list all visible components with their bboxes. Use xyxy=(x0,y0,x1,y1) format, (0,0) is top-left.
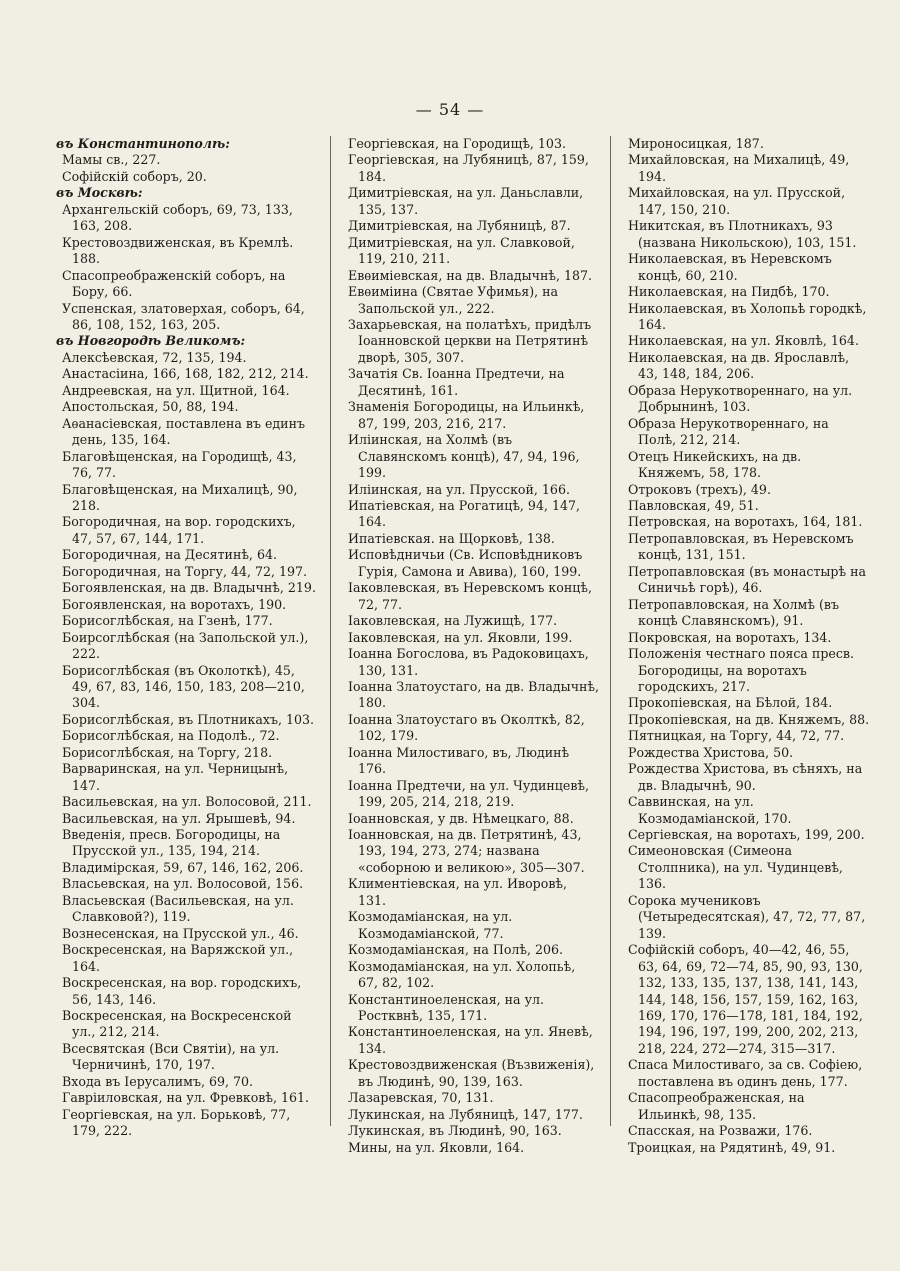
index-entry: Архангельскій соборъ, 69, 73, 133, 163, 208. xyxy=(62,201,293,234)
index-entry: Евѳиміина (Святае Уфимья), на Запольской ул., 222. xyxy=(348,284,559,316)
index-entry: Димитріевская, на ул. Даньславли, 135, 137. xyxy=(348,185,584,217)
index-entry: Воскресенская, на Варяжской ул., 164. xyxy=(62,942,294,974)
index-entry: Петропавловская (въ монастырѣ на Синичьѣ горѣ), 46. xyxy=(628,563,866,596)
section-heading: въ Москвѣ: xyxy=(56,185,143,201)
index-entry: Лукинская, въ Людинѣ, 90, 163. xyxy=(348,1123,562,1139)
index-entry: Богородичная, на вор. городскихъ, 47, 57, 67, 144, 171. xyxy=(62,514,296,546)
index-entry: Власьевская, на ул. Волосовой, 156. xyxy=(62,876,304,892)
index-entry: Георгіевская, на ул. Борьковѣ, 77, 179, 222. xyxy=(62,1106,291,1139)
index-entry: Николаевская, въ Неревскомъ концѣ, 60, 210. xyxy=(628,251,832,283)
index-entry: Спасопреображенская, на Ильинкѣ, 98, 135. xyxy=(628,1090,805,1122)
index-entry: Козмодаміанская, на Полѣ, 206. xyxy=(348,942,564,958)
index-entry: Борисоглѣбская, на Гзенѣ, 177. xyxy=(62,613,273,629)
index-entry: Образа Нерукотвореннаго, на ул. Добрынинѣ, 103. xyxy=(628,382,853,415)
index-entry: Благовѣщенская, на Михалицѣ, 90, 218. xyxy=(62,481,298,513)
index-entry: Петропавловская, въ Неревскомъ концѣ, 131, 151. xyxy=(628,530,854,563)
index-entry: Отроковъ (трехъ), 49. xyxy=(628,481,771,497)
index-entry: Зачатія Св. Іоанна Предтечи, на Десятинѣ, 161. xyxy=(348,366,565,398)
index-entry: Боирсоглѣбская (на Запольской ул.), 222. xyxy=(62,629,309,662)
page-number: — 54 — xyxy=(415,100,485,119)
column-divider xyxy=(610,136,611,1126)
index-entry: Іоанновская, у дв. Нѣмецкаго, 88. xyxy=(348,810,574,826)
section-heading: въ Константинополѣ: xyxy=(56,136,230,151)
index-entry: Андреевская, на ул. Щитной, 164. xyxy=(62,382,290,398)
index-entry: Иліинская, на ул. Прусской, 166. xyxy=(348,481,570,497)
index-entry: Анастасіина, 166, 168, 182, 212, 214. xyxy=(62,366,309,382)
index-entry: Троицкая, на Рядятинѣ, 49, 91. xyxy=(628,1139,836,1155)
index-entry: Борисоглѣбская, на Подолѣ., 72. xyxy=(62,728,280,744)
index-entry: Воскресенская, на Воскресенской ул., 212, 214. xyxy=(62,1008,292,1040)
index-entry: Борисоглѣбская, на Торгу, 218. xyxy=(62,744,273,760)
index-entry: Саввинская, на ул. Козмодаміанской, 170. xyxy=(628,794,792,826)
column-divider xyxy=(330,136,331,1126)
index-entry: Георгіевская, на Городищѣ, 103. xyxy=(348,136,566,151)
index-entry: Рождества Христова, 50. xyxy=(628,744,794,760)
index-entry: Николаевская, на дв. Ярославлѣ, 43, 148, 184, 206. xyxy=(628,349,850,382)
index-entry: Рождества Христова, въ сѣняхъ, на дв. Владычнѣ, 90. xyxy=(628,761,863,793)
index-column-3 xyxy=(622,136,870,1156)
index-entry: Іоанновская, на дв. Петрятинѣ, 43, 193, 194, 273, 274; названа «соборною и великою», 305—307. xyxy=(348,827,585,875)
index-entry: Николаевская, въ Холопьѣ городкѣ, 164. xyxy=(628,300,867,332)
index-entry: Михайловская, на Михалицѣ, 49, 194. xyxy=(628,152,850,184)
index-entry: Успенская, златоверхая, соборъ, 64, 86, 108, 152, 163, 205. xyxy=(62,300,305,332)
index-entry: Іоанна Богослова, въ Радоковицахъ, 130, 131. xyxy=(348,646,589,678)
index-entry: Отецъ Никейскихъ, на дв. Княжемъ, 58, 178. xyxy=(628,448,802,481)
index-entry: Никитская, въ Плотникахъ, 93 (названа Никольскою), 103, 151. xyxy=(628,218,857,250)
index-entry: Алексѣевская, 72, 135, 194. xyxy=(62,349,247,365)
index-entry: Іаковлевская, въ Неревскомъ концѣ, 72, 77. xyxy=(348,580,592,612)
index-entry: Лазаревская, 70, 131. xyxy=(348,1090,494,1106)
index-entry: Петропавловская, на Холмѣ (въ концѣ Славянскомъ), 91. xyxy=(628,596,839,629)
index-entry: Знаменія Богородицы, на Ильинкѣ, 87, 199, 203, 216, 217. xyxy=(348,399,585,431)
index-entry: Іоанна Милостиваго, въ, Людинѣ 176. xyxy=(348,744,570,777)
index-entry: Лукинская, на Лубяницѣ, 147, 177. xyxy=(348,1106,583,1122)
index-entry: Владимірская, 59, 67, 146, 162, 206. xyxy=(62,859,304,875)
index-entry: Козмодаміанская, на ул. Холопьѣ, 67, 82, 102. xyxy=(348,958,576,991)
index-entry: Николаевская, на Пидбѣ, 170. xyxy=(628,284,830,300)
index-entry: Богоявленская, на дв. Владычнѣ, 219. xyxy=(62,580,316,596)
index-entry: Димитріевская, на ул. Славковой, 119, 210, 211. xyxy=(348,234,575,267)
index-entry: Константиноеленская, на ул. Яневѣ, 134. xyxy=(348,1024,593,1056)
index-entry: Сорока мучениковъ (Четыредесятская), 47, 72, 77, 87, 139. xyxy=(628,892,866,941)
index-entry: Пятницкая, на Торгу, 44, 72, 77. xyxy=(628,728,845,744)
index-entry: Сергіевская, на воротахъ, 199, 200. xyxy=(628,827,865,843)
index-entry: Исповѣдничьи (Св. Исповѣдниковъ Гурія, Самона и Авива), 160, 199. xyxy=(348,547,583,579)
index-entry: Іоанна Златоустаго, на дв. Владычнѣ, 180. xyxy=(348,678,600,711)
index-entry: Козмодаміанская, на ул. Козмодаміанской, 77. xyxy=(348,909,513,941)
index-entry: Іаковлевская, на ул. Яковли, 199. xyxy=(348,629,573,645)
index-entry: Васильевская, на ул. Волосовой, 211. xyxy=(62,794,312,810)
index-entry: Богородичная, на Десятинѣ, 64. xyxy=(62,547,277,563)
index-entry: Прокопіевская, на дв. Княжемъ, 88. xyxy=(628,711,870,727)
section-heading: въ Новгородѣ Великомъ: xyxy=(56,333,246,349)
index-entry: Васильевская, на ул. Ярышевѣ, 94. xyxy=(62,810,296,826)
index-column-1 xyxy=(56,136,318,1140)
index-entry: Богородичная, на Торгу, 44, 72, 197. xyxy=(62,563,308,579)
index-entry: Апостольская, 50, 88, 194. xyxy=(62,399,239,415)
index-entry: Положенія честнаго пояса пресв. Богородицы, на воротахъ городскихъ, 217. xyxy=(628,646,854,694)
index-entry: Гавріиловская, на ул. Фревковѣ, 161. xyxy=(62,1090,310,1106)
index-entry: Іаковлевская, на Лужищѣ, 177. xyxy=(348,613,558,629)
index-entry: Богоявленская, на воротахъ, 190. xyxy=(62,596,287,612)
index-entry: Власьевская (Васильевская, на ул. Славковой?), 119. xyxy=(62,892,294,925)
index-entry: Мироносицкая, 187. xyxy=(628,136,764,151)
index-entry: Мамы св., 227. xyxy=(62,152,161,168)
index-entry: Борисоглѣбская, въ Плотникахъ, 103. xyxy=(62,711,315,727)
index-entry: Вознесенская, на Прусской ул., 46. xyxy=(62,925,299,941)
index-entry: Иліинская, на Холмѣ (въ Славянскомъ концѣ), 47, 94, 196, 199. xyxy=(348,432,580,481)
index-entry: Прокопіевская, на Бѣлой, 184. xyxy=(628,695,833,711)
index-entry: Всесвятская (Вси Святіи), на ул. Черничинѣ, 170, 197. xyxy=(62,1040,280,1073)
index-entry: Захарьевская, на полатѣхъ, придѣлъ Іоанновской церкви на Петрятинѣ дворѣ, 305, 307. xyxy=(348,316,592,365)
index-entry: Климентіевская, на ул. Иворовѣ, 131. xyxy=(348,876,568,908)
index-entry: Софійскій соборъ, 40—42, 46, 55, 63, 64, 69, 72—74, 85, 90, 93, 130, 132, 133, 135, 137, 138, 141, 143, 144, 148, 156, 157, 159, 162, 163, 169, 170, 176—178, 181, 184, 192, 194, 196, 197, 199, 200, 202, 213, 218, 224, 272—274, 315—317. xyxy=(628,942,863,1056)
index-entry: Константиноеленская, на ул. Ростквнѣ, 135, 171. xyxy=(348,991,544,1024)
index-entry: Воскресенская, на вор. городскихъ, 56, 143, 146. xyxy=(62,975,302,1007)
index-entry: Борисоглѣбская (въ Околоткѣ), 45, 49, 67, 83, 146, 150, 183, 208—210, 304. xyxy=(62,662,305,711)
index-entry: Спасопреображенскій соборъ, на Бору, 66. xyxy=(62,267,286,300)
index-entry: Ипатіевская. на Щорковѣ, 138. xyxy=(348,530,555,546)
index-column-2 xyxy=(342,136,599,1156)
index-entry: Павловская, 49, 51. xyxy=(628,497,759,513)
index-entry: Іоанна Златоустаго въ Околткѣ, 82, 102, 179. xyxy=(348,711,585,744)
index-entry: Крестовоздвиженская, въ Кремлѣ. 188. xyxy=(62,234,294,267)
index-entry: Евѳиміевская, на дв. Владычнѣ, 187. xyxy=(348,267,593,283)
index-entry: Введенія, пресв. Богородицы, на Прусской ул., 135, 194, 214. xyxy=(62,827,281,859)
index-entry: Георгіевская, на Лубяницѣ, 87, 159, 184. xyxy=(348,152,589,184)
index-entry: Іоанна Предтечи, на ул. Чудинцевѣ, 199, 205, 214, 218, 219. xyxy=(348,777,590,810)
index-entry: Варваринская, на ул. Черницынѣ, 147. xyxy=(62,761,289,793)
index-entry: Софійскій соборъ, 20. xyxy=(62,168,207,184)
index-entry: Димитріевская, на Лубяницѣ, 87. xyxy=(348,218,571,234)
index-entry: Спаса Милостиваго, за св. Софіею, поставлена въ одинъ день, 177. xyxy=(628,1057,863,1089)
index-entry: Крестовоздвиженская (Възвиженія), въ Людинѣ, 90, 139, 163. xyxy=(348,1057,595,1089)
index-entry: Мины, на ул. Яковли, 164. xyxy=(348,1139,525,1155)
index-entry: Симеоновская (Симеона Столпника), на ул. Чудинцевѣ, 136. xyxy=(628,843,843,892)
index-entry: Петровская, на воротахъ, 164, 181. xyxy=(628,514,863,530)
index-entry: Аѳанасіевская, поставлена въ единъ день, 135, 164. xyxy=(62,415,305,448)
index-entry: Входа въ Іерусалимъ, 69, 70. xyxy=(62,1073,254,1089)
index-entry: Ипатіевская, на Рогатицѣ, 94, 147, 164. xyxy=(348,497,581,530)
index-entry: Николаевская, на ул. Яковлѣ, 164. xyxy=(628,333,859,349)
index-entry: Спасская, на Розважи, 176. xyxy=(628,1123,813,1139)
index-entry: Благовѣщенская, на Городищѣ, 43, 76, 77. xyxy=(62,448,297,481)
index-entry: Михайловская, на ул. Прусской, 147, 150, 210. xyxy=(628,185,846,217)
index-entry: Образа Нерукотвореннаго, на Полѣ, 212, 214. xyxy=(628,415,829,448)
index-entry: Покровская, на воротахъ, 134. xyxy=(628,629,832,645)
